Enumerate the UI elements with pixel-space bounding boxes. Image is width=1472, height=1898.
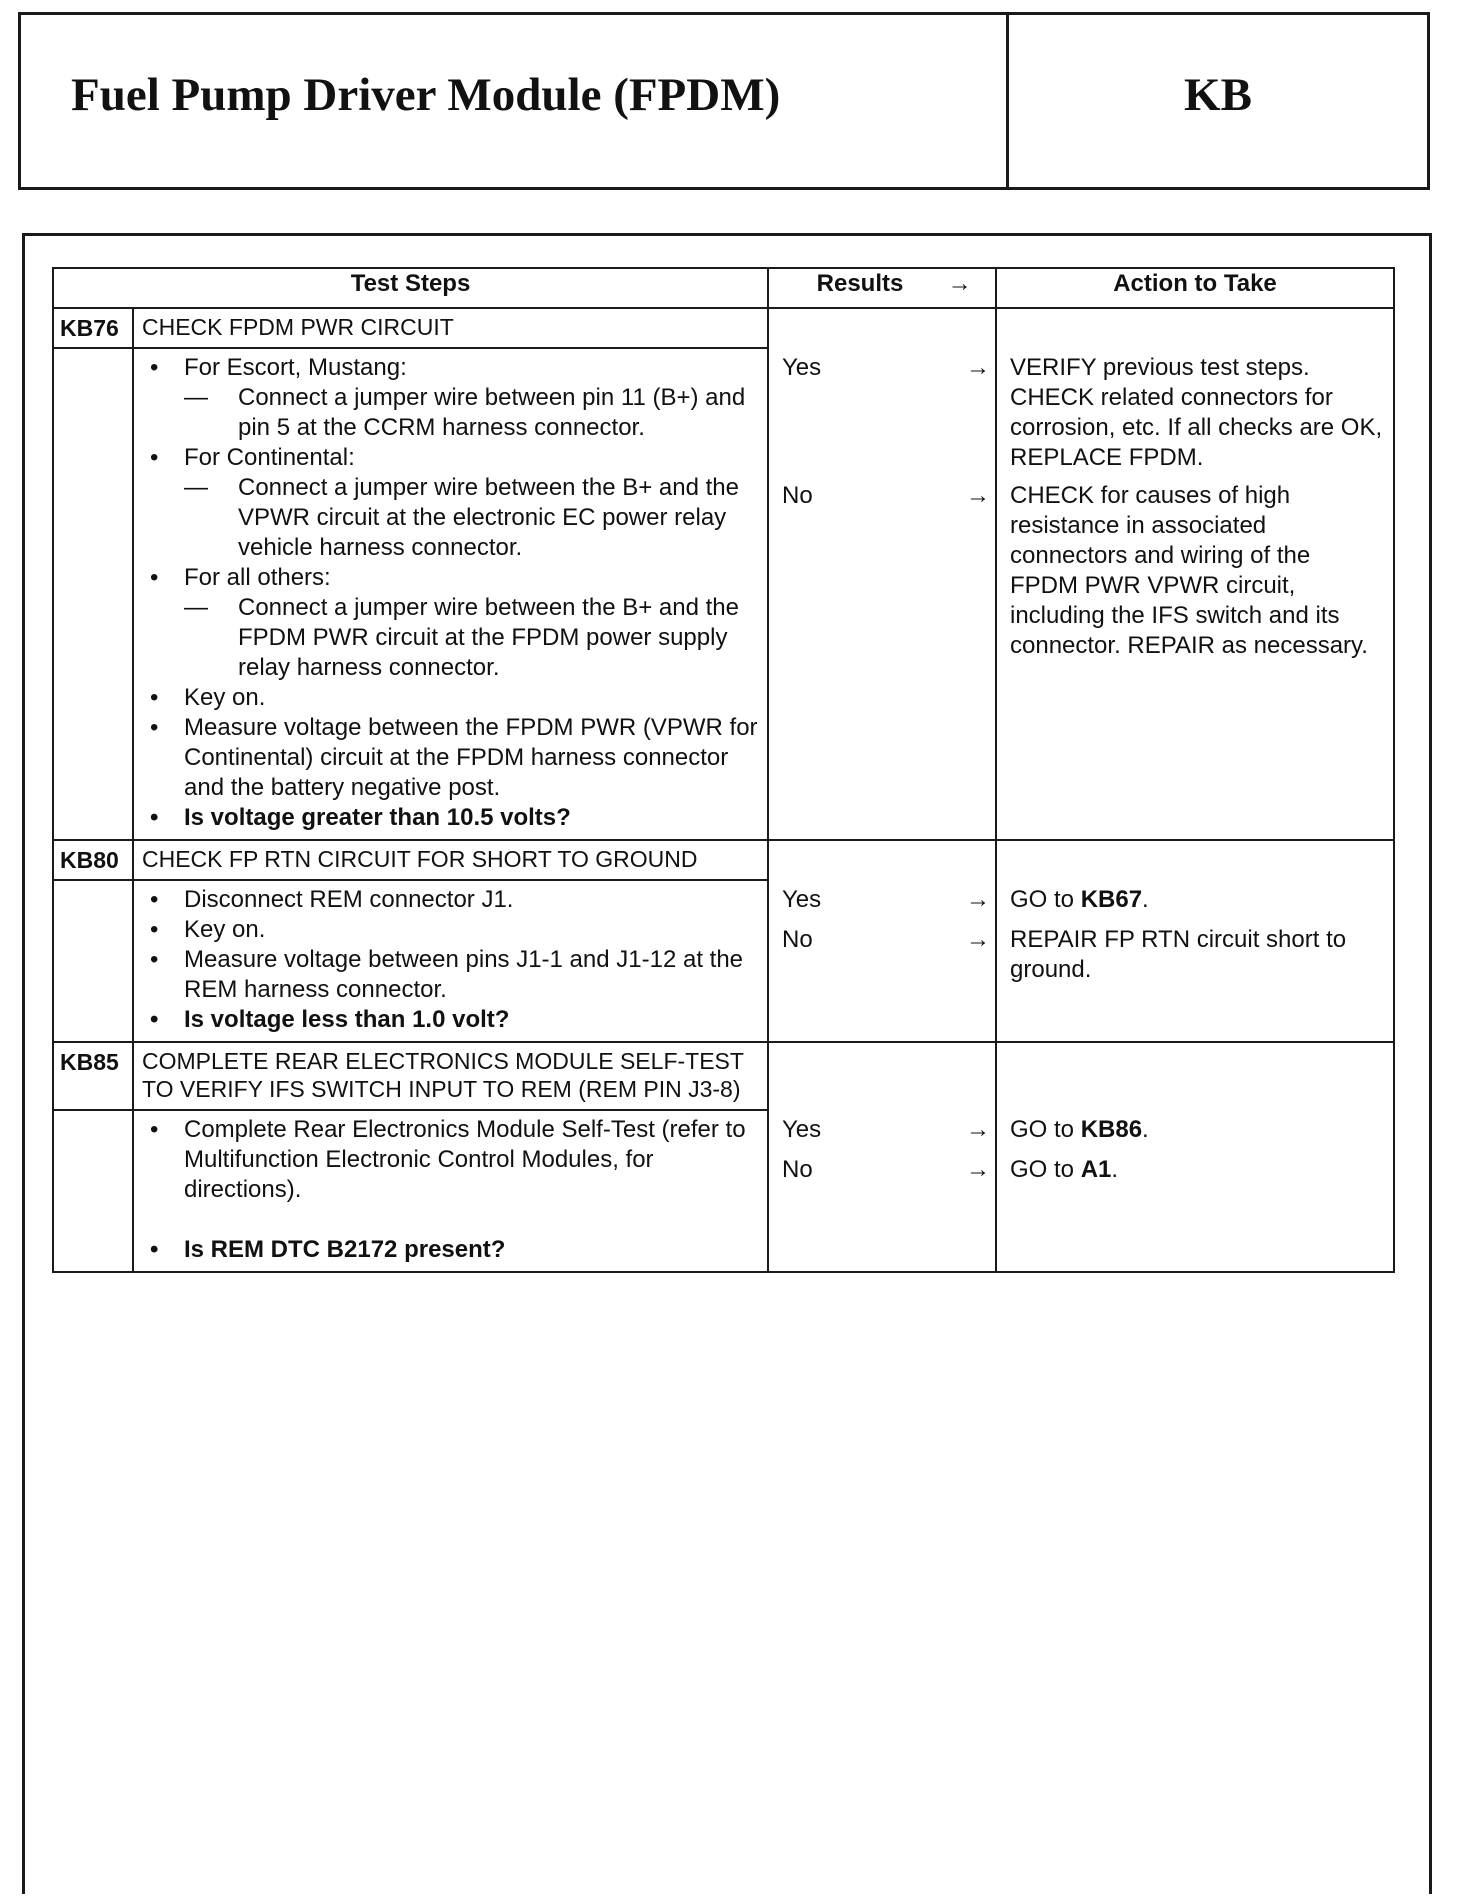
results-cell: [768, 880, 996, 1042]
table-header-row: [53, 268, 1394, 308]
action-no: REPAIR FP RTN circuit short to ground.: [1010, 926, 1347, 983]
arrow-right-icon: →: [947, 270, 972, 297]
step-instructions: [133, 1110, 768, 1272]
list-item: — Connect a jumper wire between pin 11 (B+) and pin 5 at the CCRM harness connector.: [184, 383, 759, 443]
action-yes: GO to KB86.: [1010, 1116, 1149, 1143]
page-header: [18, 12, 1430, 190]
step-title-row: [53, 1042, 1394, 1110]
arrow-right-icon: →: [966, 482, 990, 509]
arrow-right-icon: →: [966, 354, 990, 381]
results-cell: [768, 348, 996, 840]
header-title-cell: [21, 15, 1009, 187]
list-item: • For Continental: — Connect a jumper wire between the B+ and the VPWR circuit at the electronic EC power relay vehicle harness connector.: [142, 443, 759, 563]
list-item: • For Escort, Mustang: — Connect a jumper wire between pin 11 (B+) and pin 5 at the CCRM harness connector.: [142, 353, 759, 443]
list-item: • Measure voltage between pins J1-1 and J1-12 at the REM harness connector.: [142, 945, 759, 1005]
result-no: No: [782, 482, 813, 509]
action-no: GO to A1.: [1010, 1156, 1119, 1183]
step-body-row: [53, 348, 1394, 840]
list-item: • Key on.: [142, 683, 759, 713]
result-yes: Yes: [782, 886, 822, 913]
page-title: Fuel Pump Driver Module (FPDM): [71, 69, 781, 121]
list-item: • For all others: — Connect a jumper wire between the B+ and the FPDM PWR circuit at the FPDM power supply relay harness connector.: [142, 563, 759, 683]
actions-cell: [996, 1110, 1394, 1272]
step-body-row: [53, 880, 1394, 1042]
list-item: • Measure voltage between the FPDM PWR (VPWR for Continental) circuit at the FPDM harness connector and the battery negative post.: [142, 713, 759, 803]
step-title-row: [53, 840, 1394, 880]
step-id: KB76: [53, 308, 133, 348]
step-id: KB80: [53, 840, 133, 880]
col-header-results: [768, 268, 996, 308]
step-question: • Is voltage greater than 10.5 volts?: [142, 803, 759, 833]
header-code-cell: [1009, 15, 1427, 187]
result-yes: Yes: [782, 354, 822, 381]
step-title: CHECK FP RTN CIRCUIT FOR SHORT TO GROUND: [133, 840, 768, 880]
step-instructions: [133, 348, 768, 840]
step-question: • Is REM DTC B2172 present?: [142, 1235, 759, 1265]
step-title: CHECK FPDM PWR CIRCUIT: [133, 308, 768, 348]
list-item: — Connect a jumper wire between the B+ and the VPWR circuit at the electronic EC power relay vehicle harness connector.: [184, 473, 759, 563]
list-item: — Connect a jumper wire between the B+ and the FPDM PWR circuit at the FPDM power supply relay harness connector.: [184, 593, 759, 683]
step-instructions: [133, 880, 768, 1042]
col-header-action: Action to Take: [996, 268, 1394, 308]
results-label: Results: [816, 270, 904, 297]
test-procedure-table: [52, 267, 1395, 1273]
action-no: CHECK for causes of high resistance in associated connectors and wiring of the FPDM PWR VPWR circuit, including the IFS switch and its connector. REPAIR as necessary.: [1010, 482, 1368, 659]
step-reference: KB86: [1080, 1116, 1143, 1143]
step-question: • Is voltage less than 1.0 volt?: [142, 1005, 759, 1035]
arrow-right-icon: →: [966, 886, 990, 913]
results-cell: [768, 1110, 996, 1272]
action-yes: GO to KB67.: [1010, 886, 1149, 913]
step-reference: A1: [1080, 1156, 1112, 1183]
list-item: • Key on.: [142, 915, 759, 945]
section-code: KB: [1184, 69, 1252, 121]
arrow-right-icon: →: [966, 1156, 990, 1183]
action-yes: VERIFY previous test steps. CHECK related connectors for corrosion, etc. If all checks are OK, REPLACE FPDM.: [1010, 354, 1383, 471]
col-header-test-steps: Test Steps: [53, 268, 768, 308]
step-title-row: [53, 308, 1394, 348]
list-item: • Complete Rear Electronics Module Self-Test (refer to Multifunction Electronic Control Modules, for directions).: [142, 1115, 759, 1205]
actions-cell: [996, 348, 1394, 840]
actions-cell: [996, 880, 1394, 1042]
result-no: No: [782, 926, 813, 953]
list-item: • Disconnect REM connector J1.: [142, 885, 759, 915]
arrow-right-icon: →: [966, 926, 990, 953]
result-no: No: [782, 1156, 813, 1183]
result-yes: Yes: [782, 1116, 822, 1143]
step-reference: KB67: [1080, 886, 1143, 913]
step-title: COMPLETE REAR ELECTRONICS MODULE SELF-TEST TO VERIFY IFS SWITCH INPUT TO REM (REM PIN J3-8): [133, 1042, 768, 1110]
step-id: KB85: [53, 1042, 133, 1110]
step-body-row: [53, 1110, 1394, 1272]
arrow-right-icon: →: [966, 1116, 990, 1143]
